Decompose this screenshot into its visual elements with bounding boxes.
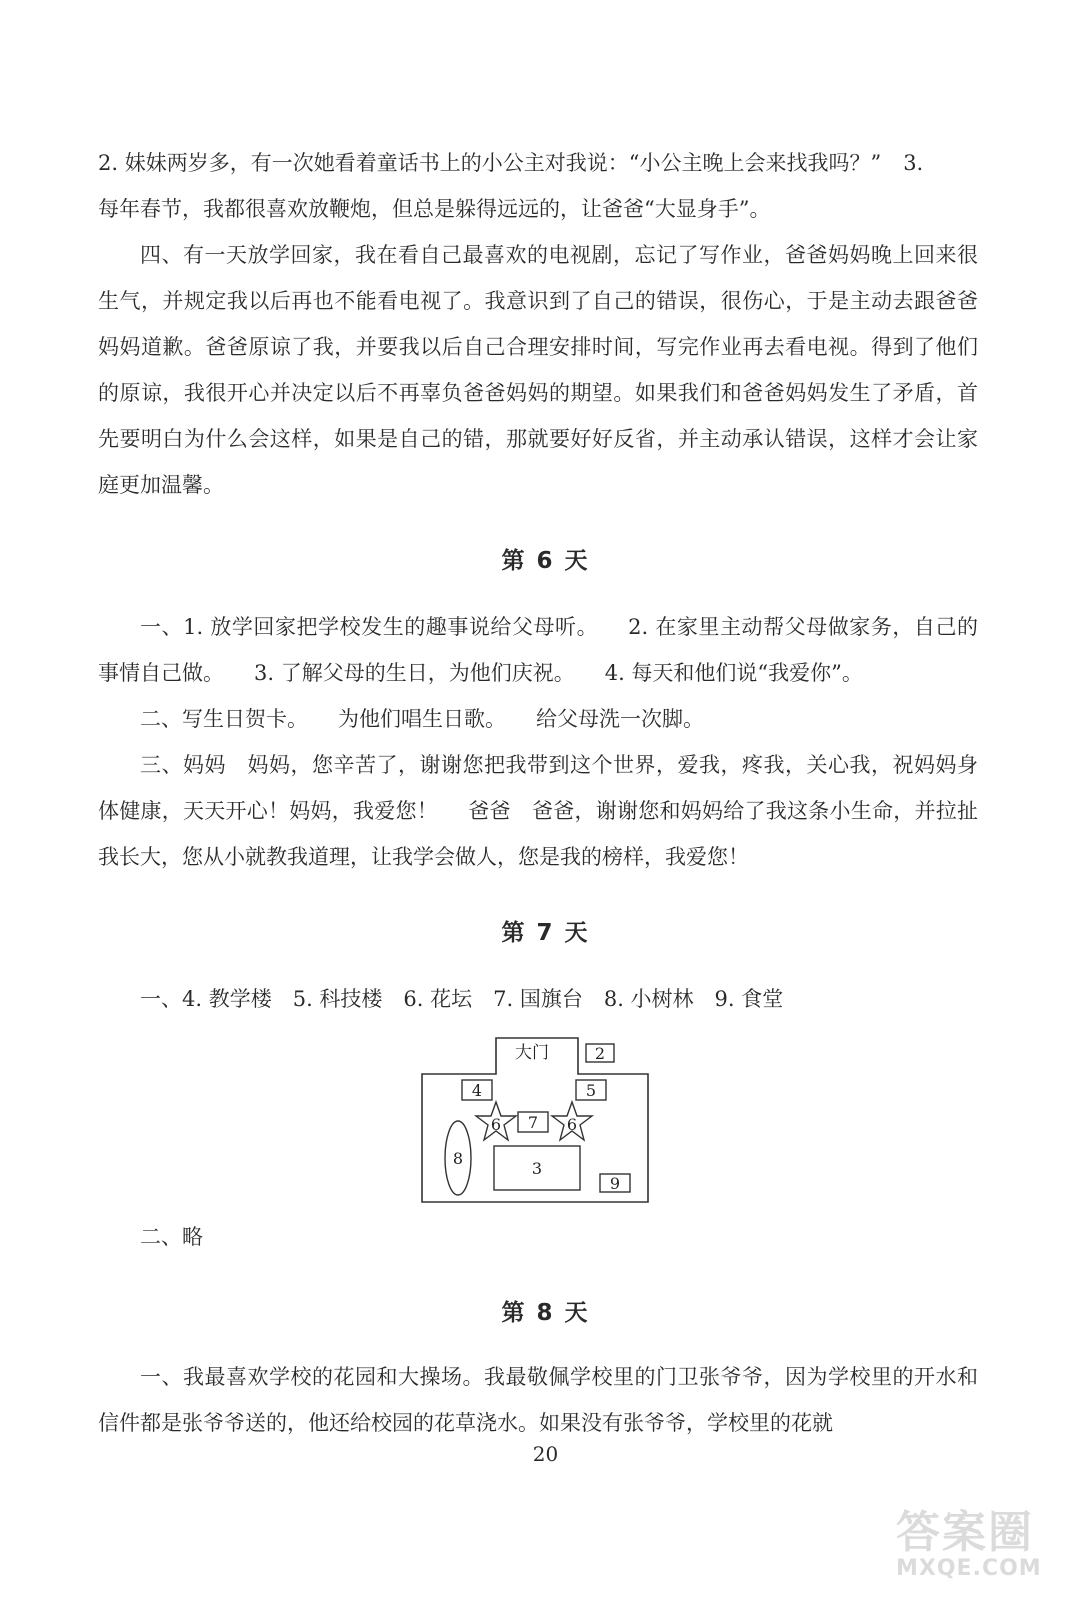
school-map-svg (410, 1030, 670, 1210)
day5-line2: 每年春节，我都很喜欢放鞭炮，但总是躲得远远的，让爸爸“大显身手”。 (98, 197, 771, 221)
day8-heading: 第 8 天 (501, 1300, 590, 1326)
watermark-top: 答案圈 (896, 1507, 1034, 1558)
day6-q2-item2: 为他们唱生日歌。 (338, 707, 506, 731)
day6-answer-2 (98, 696, 978, 742)
day6-q1-item3: 3. 了解父母的生日，为他们庆祝。 (254, 661, 575, 685)
label-6-right: 6 (566, 1115, 578, 1134)
label-2: 2 (594, 1044, 606, 1063)
page-number: 20 (532, 1442, 559, 1466)
label-4: 4 (471, 1081, 483, 1100)
label-7: 7 (527, 1113, 539, 1132)
label-6-left: 6 (490, 1115, 502, 1134)
watermark-logo (896, 1496, 1081, 1592)
day5-line1-item: 3. (903, 151, 924, 175)
day6-answer-3 (98, 742, 978, 880)
day6-q3-dad: 爸爸 爸爸，谢谢您和妈妈给了我这条小生命，并拉扯我长大，您从小就教我道理，让我学会做人，您是我的榜样，我爱您！ (98, 799, 978, 869)
day5-line1: 2. 妹妹两岁多，有一次她看着童话书上的小公主对我说：“小公主晚上会来找我吗？” (98, 151, 882, 175)
day6-heading: 第 6 天 (501, 548, 590, 574)
label-5: 5 (585, 1081, 597, 1100)
label-9: 9 (609, 1174, 621, 1193)
label-8: 8 (452, 1149, 464, 1168)
day5-answer-4: 四、有一天放学回家，我在看自己最喜欢的电视剧，忘记了写作业，爸爸妈妈晚上回来很生气，并规定我以后再也不能看电视了。我意识到了自己的错误，很伤心，于是主动去跟爸爸妈妈道歉。爸爸原谅了我，并要我以后自己合理安排时间，写完作业再去看电视。得到了他们的原谅，我很开心并决定以后不再辜负爸爸妈妈的期望。如果我们和爸爸妈妈发生了矛盾，首先要明白为什么会这样，如果是自己的错，那就要好好反省，并主动承认错误，这样才会让家庭更加温馨。 (98, 243, 978, 497)
day7-heading: 第 7 天 (501, 920, 590, 946)
school-map-diagram (410, 1030, 670, 1210)
day6-q1-item4: 4. 每天和他们说“我爱你”。 (604, 661, 863, 685)
day5-answer-3 (98, 140, 978, 232)
day6-q2-item3: 给父母洗一次脚。 (536, 707, 704, 731)
watermark-bottom: MXQE.COM (896, 1556, 1042, 1581)
day6-q1-item2: 2. 在家里主动帮父母做家务，自己的事情自己做。 (98, 615, 978, 685)
day6-q3-mom: 三、妈妈 妈妈，您辛苦了，谢谢您把我带到这个世界，爱我，疼我，关心我，祝妈妈身体健康，天天开心！妈妈，我爱您！ (98, 753, 978, 823)
day6-answer-1 (98, 604, 978, 696)
day6-q2-item1: 二、写生日贺卡。 (140, 707, 308, 731)
label-3: 3 (531, 1159, 543, 1178)
gate-label: 大门 (515, 1043, 549, 1063)
day7-answer-1: 一、4. 教学楼 5. 科技楼 6. 花坛 7. 国旗台 8. 小树林 9. 食堂 (140, 987, 784, 1011)
day6-q1-item1: 一、1. 放学回家把学校发生的趣事说给父母听。 (140, 615, 599, 639)
day8-answer-1: 一、我最喜欢学校的花园和大操场。我最敬佩学校里的门卫张爷爷，因为学校里的开水和信件都是张爷爷送的，他还给校园的花草浇水。如果没有张爷爷，学校里的花就 (98, 1365, 978, 1435)
day7-answer-2: 二、略 (140, 1225, 203, 1249)
